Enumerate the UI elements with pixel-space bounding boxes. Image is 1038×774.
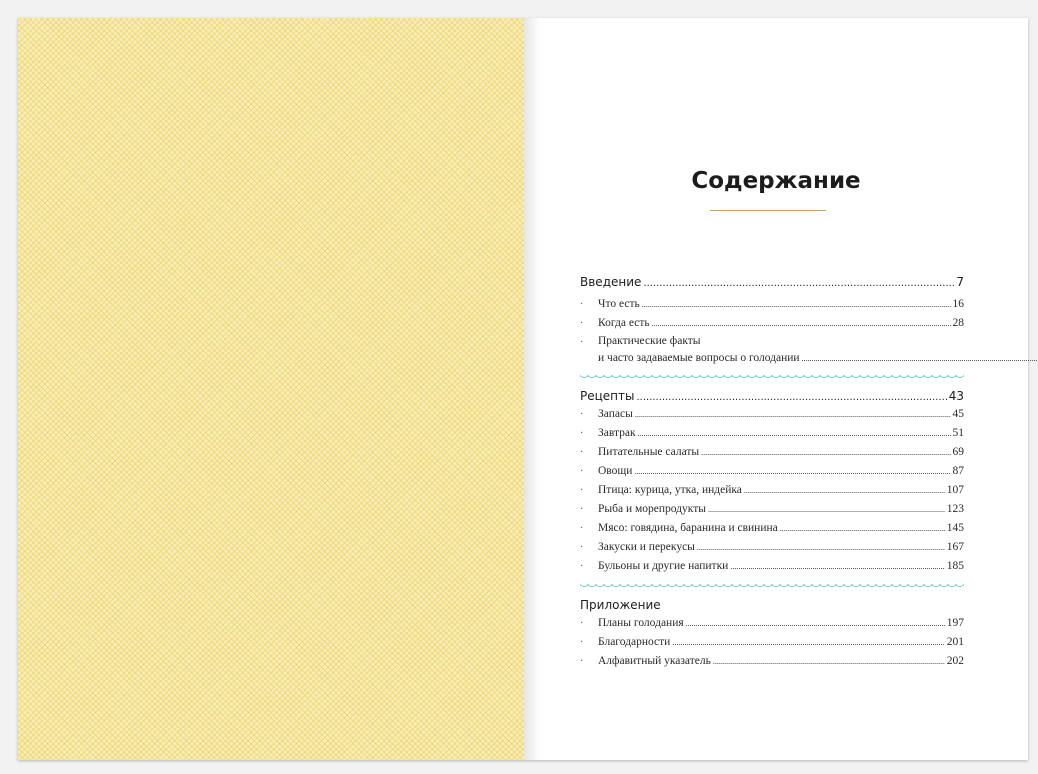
item-label: Овощи <box>598 465 633 477</box>
title-underline <box>710 210 826 211</box>
item-label-line1: Практические факты <box>598 335 701 347</box>
item-page: 28 <box>952 317 964 329</box>
toc-item[interactable] <box>580 443 964 462</box>
dot-leader <box>697 538 945 557</box>
dot-leader <box>708 500 945 519</box>
dot-leader <box>713 652 945 671</box>
item-label: Алфавитный указатель <box>598 655 711 667</box>
right-page <box>524 18 1028 760</box>
bullet: · <box>580 409 584 420</box>
toc-section-recipes <box>580 387 964 576</box>
toc-section-intro <box>580 273 964 367</box>
wavy-divider <box>580 584 964 592</box>
table-of-contents <box>580 273 964 671</box>
toc-item[interactable] <box>580 424 964 443</box>
item-label: Мясо: говядина, баранина и свинина <box>598 522 778 534</box>
dot-leader <box>802 350 1038 367</box>
bullet: · <box>580 428 584 439</box>
toc-item[interactable] <box>580 538 964 557</box>
bullet: · <box>580 337 584 348</box>
item-label: Что есть <box>598 298 640 310</box>
toc-item[interactable] <box>580 557 964 576</box>
section-label: Приложение <box>580 598 661 612</box>
bullet: · <box>580 447 584 458</box>
item-label: Питательные салаты <box>598 446 700 458</box>
item-label: Рыба и морепродукты <box>598 503 706 515</box>
dot-leader <box>744 481 945 500</box>
toc-item[interactable] <box>580 295 964 314</box>
dot-leader <box>730 557 944 576</box>
dot-leader <box>686 614 945 633</box>
item-page: 107 <box>946 484 964 496</box>
section-page: 43 <box>948 389 964 403</box>
item-page: 16 <box>952 298 964 310</box>
item-page: 145 <box>946 522 964 534</box>
toc-item[interactable] <box>580 405 964 424</box>
bullet: · <box>580 542 584 553</box>
bullet: · <box>580 318 584 329</box>
toc-item[interactable] <box>580 652 964 671</box>
dot-leader <box>643 273 954 293</box>
dot-leader <box>636 387 946 407</box>
item-page: 69 <box>952 446 964 458</box>
bullet: · <box>580 504 584 515</box>
item-page: 45 <box>952 408 964 420</box>
item-page: 51 <box>952 427 964 439</box>
item-page: 201 <box>946 636 964 648</box>
dot-leader <box>701 443 950 462</box>
bullet: · <box>580 656 584 667</box>
bullet: · <box>580 299 584 310</box>
bullet: · <box>580 637 584 648</box>
dot-leader <box>634 462 950 481</box>
item-label: Завтрак <box>598 427 636 439</box>
toc-section-heading[interactable] <box>580 596 964 614</box>
toc-item[interactable] <box>580 481 964 500</box>
item-label: Когда есть <box>598 317 650 329</box>
toc-item[interactable] <box>580 633 964 652</box>
page-title: Содержание <box>691 168 861 194</box>
section-label: Введение <box>580 275 642 289</box>
toc-section-appendix <box>580 596 964 671</box>
item-label: Благодарности <box>598 636 671 648</box>
item-label: Птица: курица, утка, индейка <box>598 484 742 496</box>
item-label: Запасы <box>598 408 633 420</box>
bullet: · <box>580 618 584 629</box>
toc-section-heading[interactable] <box>580 387 964 405</box>
item-label-line2: и часто задаваемые вопросы о голодании <box>598 352 800 364</box>
dot-leader <box>635 405 951 424</box>
toc-item[interactable] <box>580 462 964 481</box>
toc-item[interactable] <box>580 519 964 538</box>
toc-item[interactable] <box>580 500 964 519</box>
bullet: · <box>580 485 584 496</box>
bullet: · <box>580 523 584 534</box>
toc-section-heading[interactable] <box>580 273 964 291</box>
dot-leader <box>780 519 945 538</box>
item-page: 202 <box>946 655 964 667</box>
dot-leader <box>672 633 944 652</box>
dot-leader <box>638 424 951 443</box>
left-page-pattern <box>18 18 524 760</box>
book-spread <box>18 18 1028 760</box>
item-page: 185 <box>946 560 964 572</box>
wavy-divider <box>580 375 964 383</box>
toc-item[interactable] <box>580 333 964 367</box>
toc-item[interactable] <box>580 614 964 633</box>
item-page: 87 <box>952 465 964 477</box>
toc-item[interactable] <box>580 314 964 333</box>
item-label: Закуски и перекусы <box>598 541 695 553</box>
dot-leader <box>642 295 951 314</box>
item-label: Бульоны и другие напитки <box>598 560 729 572</box>
item-page: 197 <box>946 617 964 629</box>
dot-leader <box>652 314 951 333</box>
bullet: · <box>580 466 584 477</box>
section-page: 7 <box>956 275 964 289</box>
section-label: Рецепты <box>580 389 635 403</box>
item-page: 167 <box>946 541 964 553</box>
item-label: Планы голодания <box>598 617 684 629</box>
item-page: 123 <box>946 503 964 515</box>
bullet: · <box>580 561 584 572</box>
